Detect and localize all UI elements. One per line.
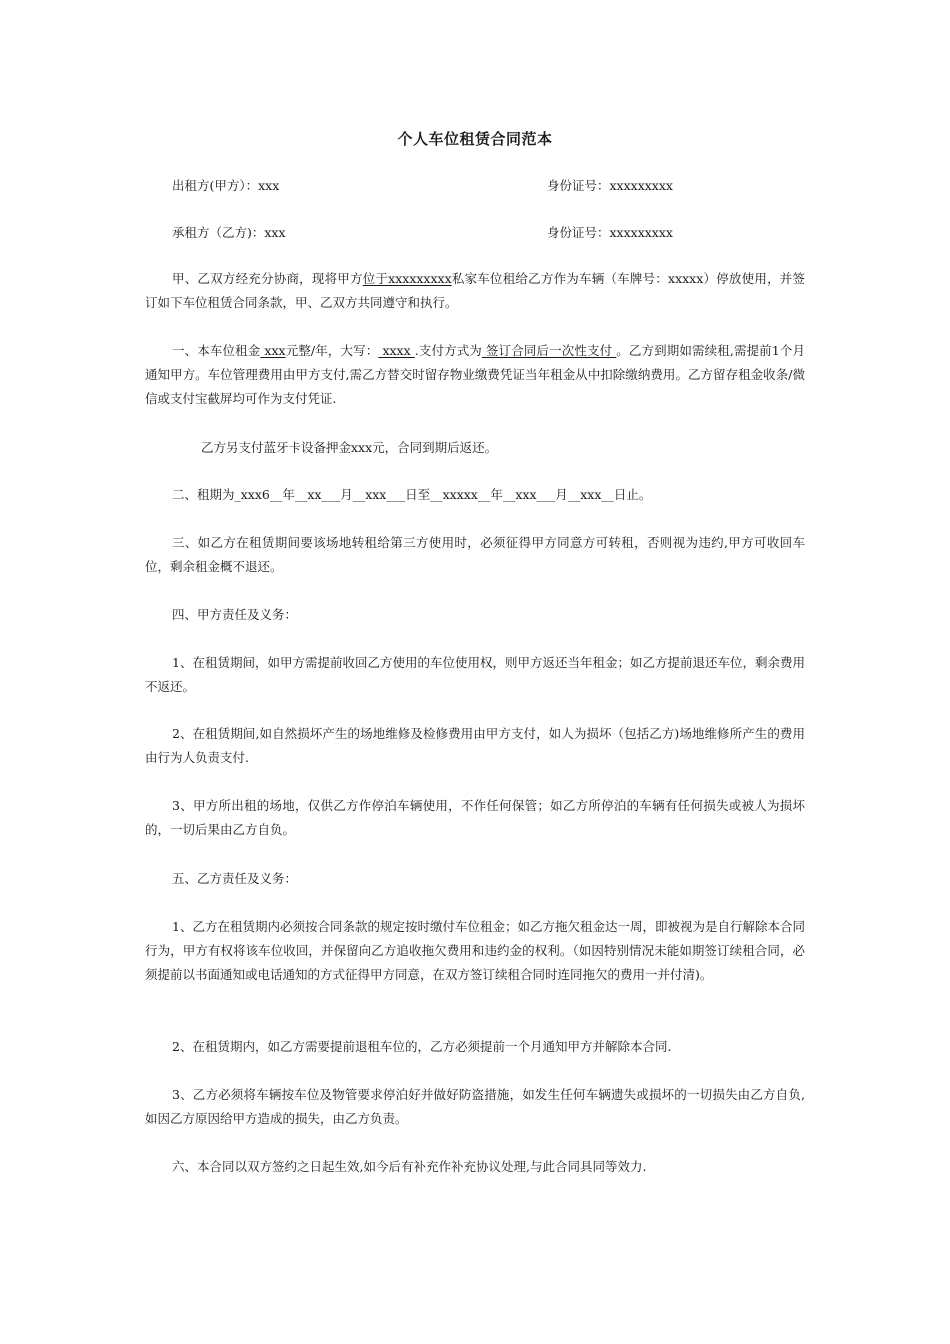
clause1-text-d: 。乙方到期如需续租,需提前1个月通知甲方。车位管理费用由甲方支付,需乙方替交时留存物业缴费凭证当年租金从中扣除缴纳费用。乙方留存租金收条/微信或支付宝截屏均可作为支付凭证. — [145, 343, 805, 406]
clause-4-item: 2、在租赁期间,如自然损坏产生的场地维修及检修费用由甲方支付，如人为损坏（包括乙方)场地维修所产生的费用由行为人负责支付. — [145, 726, 805, 765]
deposit-paragraph: 乙方另支付蓝牙卡设备押金xxx元，合同到期后返还。 — [201, 440, 498, 455]
clause-3: 三、如乙方在租赁期间要该场地转租给第三方使用时，必须征得甲方同意方可转租，否则视为违约,甲方可收回车位，剩余租金概不退还。 — [145, 535, 805, 574]
clause-4-item: 1、在租赁期间，如甲方需提前收回乙方使用的车位使用权，则甲方返还当年租金；如乙方提前退还车位，剩余费用不返还。 — [145, 655, 805, 694]
clause-5-item: 3、乙方必须将车辆按车位及物管要求停泊好并做好防盗措施，如发生任何车辆遗失或损坏的一切损失由乙方自负,如因乙方原因给甲方造成的损失，由乙方负责。 — [145, 1087, 805, 1126]
clause-2: 二、租期为_xxx6__年__xx___月__xxx___日至__xxxxx__年__xxx___月__xxx__日止。 — [172, 487, 652, 502]
clause-5-title: 五、乙方责任及义务： — [172, 871, 298, 886]
clause-4-title: 四、甲方责任及义务： — [172, 607, 298, 622]
lessor-label: 出租方(甲方）：xxx — [172, 178, 280, 193]
lessee-row — [172, 223, 812, 241]
clause-6: 六、本合同以双方签约之日起生效,如今后有补充作补充协议处理,与此合同具同等效力. — [172, 1159, 647, 1174]
clause1-rent-words: xxxx — [378, 343, 415, 358]
lessee-label: 承租方（乙方)：xxx — [172, 225, 286, 240]
clause1-rent: xxx — [260, 343, 286, 358]
document-title: 个人车位租赁合同范本 — [397, 130, 553, 148]
clause-4-item: 3、甲方所出租的场地，仅供乙方作停泊车辆使用，不作任何保管；如乙方所停泊的车辆有任何损失或被人为损坏的，一切后果由乙方自负。 — [145, 798, 805, 837]
intro-text-b: 私家车位租给乙方作为车辆（车牌号：xxxxx）停放使用，并签订如下车位租赁合同条款，甲、乙双方共同遵守和执行。 — [145, 271, 806, 310]
intro-text-a: 甲、乙双方经充分协商，现将甲方 — [172, 271, 363, 286]
clause1-text-a: 一、本车位租金 — [172, 343, 261, 358]
clause1-text-b: 元整/年，大写： — [285, 343, 379, 358]
clause1-payment-method: 签订合同后一次性支付 — [481, 343, 617, 358]
intro-location: 位于xxxxxxxxx — [362, 271, 452, 286]
lessor-id: 身份证号：xxxxxxxxx — [547, 178, 673, 193]
clause-5-item: 1、乙方在租赁期内必须按合同条款的规定按时缴付车位租金；如乙方拖欠租金达一周，即被视为是自行解除本合同行为，甲方有权将该车位收回，并保留向乙方追收拖欠费用和违约金的权利。（如因特别情况未能如期签订续租合同，必须提前以书面通知或电话通知的方式征得甲方同意，在双方签订续租合同时连同拖欠的费用一并付清)。 — [145, 919, 805, 982]
clause-1 — [145, 339, 805, 411]
lessee-id: 身份证号：xxxxxxxxx — [547, 225, 673, 240]
clause1-text-c: .支付方式为 — [414, 343, 482, 358]
intro-paragraph — [145, 267, 805, 315]
clause-5-item: 2、在租赁期内，如乙方需要提前退租车位的，乙方必须提前一个月通知甲方并解除本合同. — [172, 1039, 672, 1054]
lessor-row — [172, 176, 812, 194]
